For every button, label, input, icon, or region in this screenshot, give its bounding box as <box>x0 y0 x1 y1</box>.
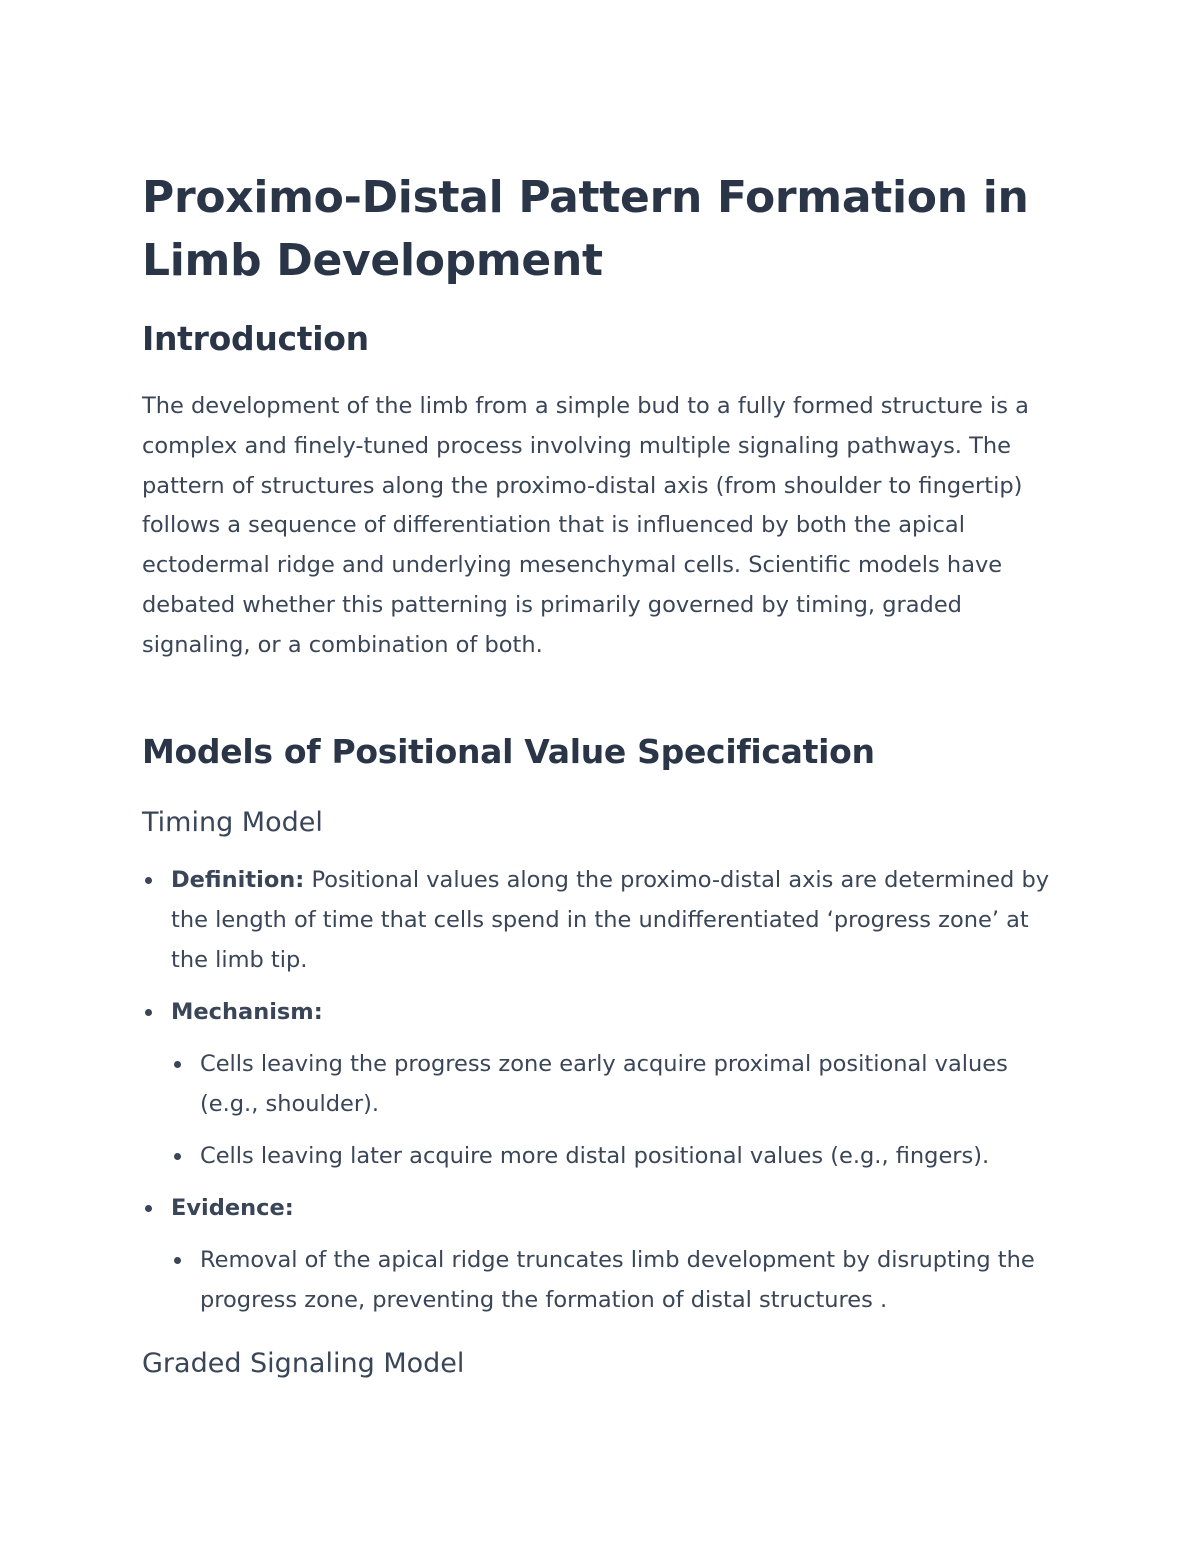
evidence-item <box>142 1188 1067 1320</box>
timing-model-heading: Timing Model <box>142 807 323 838</box>
timing-model-list <box>142 860 1067 1332</box>
mechanism-item <box>142 992 1067 1176</box>
definition-text: Positional values along the proximo-distal axis are determined by the length of time that cells spend in the undifferentiated ‘progress zone’ at the limb tip. <box>171 867 1050 973</box>
mechanism-subitem-later: Cells leaving later acquire more distal positional values (e.g., fingers). <box>171 1136 1067 1176</box>
models-heading: Models of Positional Value Specification <box>142 732 875 771</box>
mechanism-term: Mechanism: <box>171 999 323 1025</box>
evidence-term: Evidence: <box>171 1195 294 1221</box>
mechanism-sublist <box>171 1044 1067 1176</box>
graded-signaling-heading: Graded Signaling Model <box>142 1348 465 1379</box>
introduction-paragraph: The development of the limb from a simple bud to a fully formed structure is a complex and finely-tuned process involving multiple signaling pathways. The pattern of structures along the proximo-distal axis (from shoulder to fingertip) follows a sequence of differentiation that is influenced by both the apical ectodermal ridge and underlying mesenchymal cells. Scientific models have debated whether this patterning is primarily governed by timing, graded signaling, or a combination of both. <box>142 393 1029 658</box>
evidence-subitem-apical-ridge: Removal of the apical ridge truncates limb development by disrupting the progress zone, preventing the formation of distal structures . <box>171 1240 1067 1320</box>
document-title: Proximo-Distal Pattern Formation in Limb Development <box>142 172 1029 286</box>
definition-term: Definition: <box>171 867 305 893</box>
evidence-sublist <box>171 1240 1067 1320</box>
mechanism-subitem-early: Cells leaving the progress zone early acquire proximal positional values (e.g., shoulder). <box>171 1044 1067 1124</box>
definition-item <box>142 860 1067 980</box>
introduction-heading: Introduction <box>142 319 369 358</box>
